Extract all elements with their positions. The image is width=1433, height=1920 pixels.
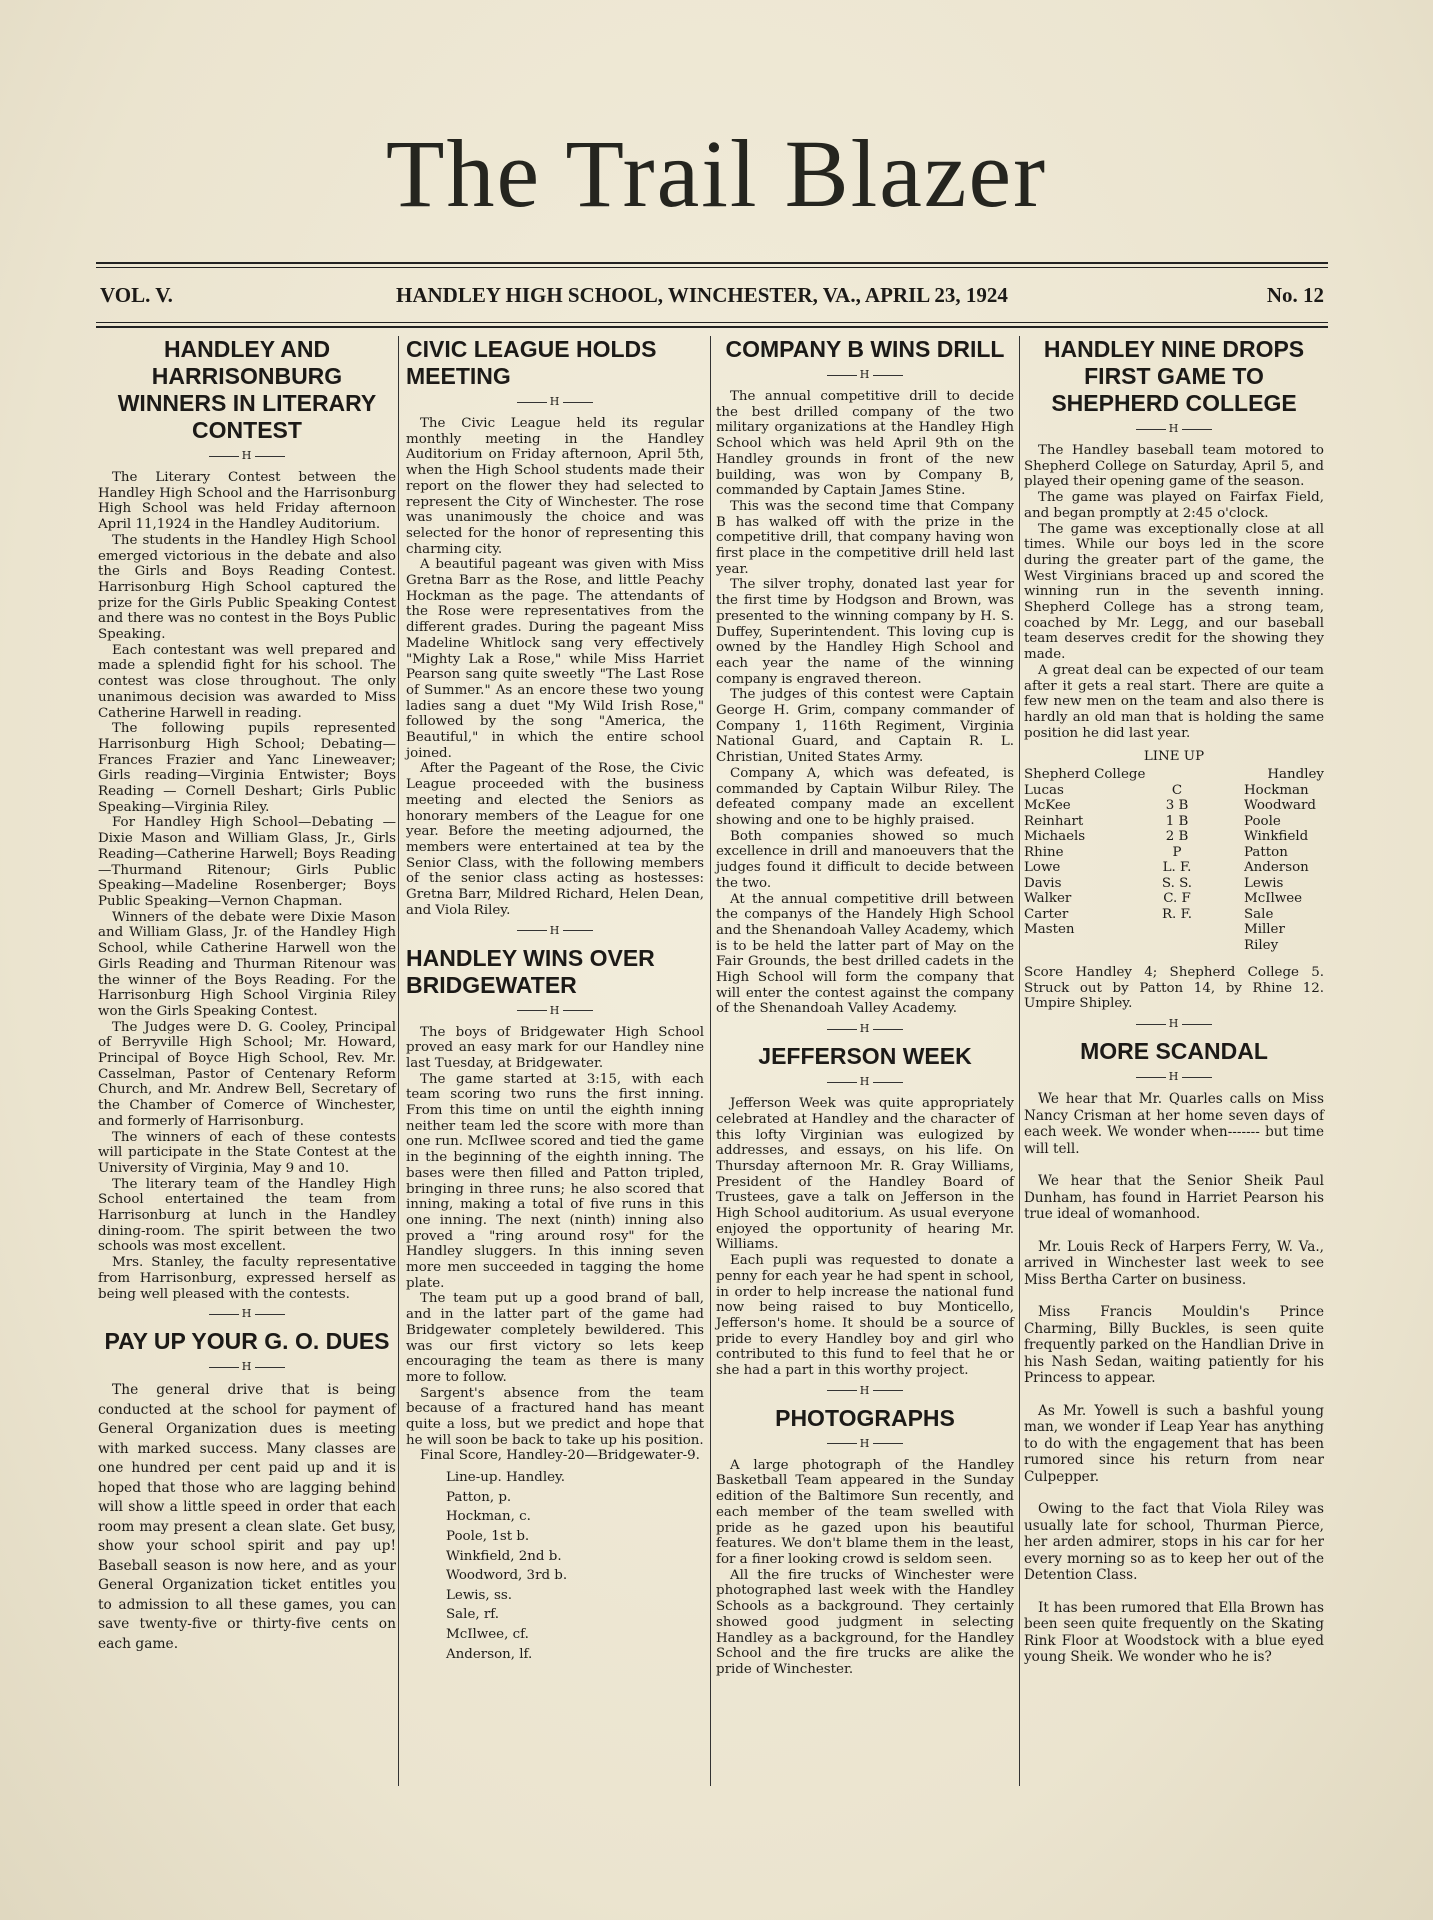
school-date-label: HANDLEY HIGH SCHOOL, WINCHESTER, VA., APRIL 23, 1924 bbox=[396, 283, 1008, 307]
lineup-player: Patton, p. bbox=[446, 1489, 512, 1505]
lineup-header-pos bbox=[1150, 767, 1204, 783]
lineup-position bbox=[1150, 938, 1204, 954]
lineup-row bbox=[1024, 938, 1324, 954]
paragraph: The boys of Bridgewater High School proved an easy mark for our Handley nine last Tuesday, at Bridgewater. bbox=[406, 1024, 704, 1071]
paragraph: Winners of the debate were Dixie Mason and William Glass, Jr. of the Handley High School, while Catherine Harwell won the Girls Reading and Thurman Ritenour was the winner of the Boys Reading. For the Harrisonburg High School Virginia Riley won the Girls Speaking Contest. bbox=[98, 909, 396, 1019]
h-ornament: H bbox=[1024, 1016, 1324, 1032]
lineup-player: Anderson, lf. bbox=[446, 1646, 533, 1662]
lineup-header-row bbox=[1024, 767, 1324, 783]
lineup-position: 3 B bbox=[1165, 798, 1189, 814]
lineup-row bbox=[1024, 845, 1324, 861]
lineup-shepherd-player: Rhine bbox=[1024, 844, 1064, 860]
lineup-player: McIlwee, cf. bbox=[446, 1626, 529, 1642]
paragraph: The game was played on Fairfax Field, and began promptly at 2:45 o'clock. bbox=[1024, 490, 1324, 521]
paragraph: The general drive that is being conducted at the school for payment of General Organization dues is meeting with marked success. Many classes are one hundred per cent paid up and it is hoped that those who are lagging behind will show a little speed in order that each room may present a clean slate. Get busy, show your school spirit and pay up! Baseball season is now here, and as your General Organization ticket entitles you to admission to all these games, you can save twenty-five or thirty-five cents on each game. bbox=[98, 1382, 396, 1652]
paragraph: The Handley baseball team motored to Shepherd College on Saturday, April 5, and played their opening game of the season. bbox=[1024, 443, 1324, 490]
headline-company-b: COMPANY B WINS DRILL bbox=[725, 336, 1005, 362]
h-ornament: H bbox=[98, 1359, 396, 1375]
lineup-row bbox=[1024, 907, 1324, 923]
paragraph: A beautiful pageant was given with Miss Gretna Barr as the Rose, and little Peachy Hockman as the page. The attendants of the Rose were representatives from the different grades. During the pageant Miss Madeline Whitlock sang very effectively "Mighty Lak a Rose," while Miss Harriet Pearson sang quite sweetly "The Last Rose of Summer." As an encore these two young ladies sang a duet "My Wild Irish Rose," followed by the song "America, the Beautiful," in which the entire school joined. bbox=[406, 557, 704, 761]
top-rule-thin bbox=[96, 267, 1328, 268]
paragraph: After the Pageant of the Rose, the Civic League proceeded with the business meeting and elected the Seniors as honorary members of the League for one year. Before the meeting adjourned, the members were entertained at tea by the Senior Class, with the following members of the senior class acting as hostesses: Gretna Barr, Mildred Richard, Helen Dean, and Viola Riley. bbox=[406, 761, 704, 918]
paragraph: For Handley High School—Debating — Dixie Mason and William Glass, Jr., Girls Reading—Catherine Harwell; Boys Reading—Thurmand Ritenour; Girls Public Speaking—Madeline Rosenberger; Boys Public Speaking—Vernon Chapman. bbox=[98, 815, 396, 909]
h-ornament: H bbox=[1024, 1069, 1324, 1085]
lineup-shepherd-player: Davis bbox=[1024, 875, 1062, 891]
h-ornament: H bbox=[716, 367, 1014, 383]
paragraph: The students in the Handley High School emerged victorious in the debate and also the Girls and Boys Reading Contest. Harrisonburg High School captured the prize for the Girls Public Speaking Contest and there was no contest in the Boys Public Speaking. bbox=[98, 532, 396, 643]
lineup-shepherd-player: Carter bbox=[1024, 906, 1069, 922]
lineup-rows bbox=[1024, 783, 1324, 954]
lineup-position: S. S. bbox=[1161, 875, 1193, 891]
lineup-player: Winkfield, 2nd b. bbox=[446, 1548, 562, 1564]
article-company-b bbox=[716, 389, 1014, 1017]
paragraph: We hear that Mr. Quarles calls on Miss Nancy Crisman at her home seven days of each week. We wonder when------- but time will tell. bbox=[1024, 1091, 1324, 1157]
paragraph: Owing to the fact that Viola Riley was usually late for school, Thurman Pierce, her arden admirer, stops in his car for her every morning so as to keep her out of the Detention Class. bbox=[1024, 1501, 1324, 1584]
lineup-position bbox=[1150, 922, 1204, 938]
issue-number: No. 12 bbox=[1266, 283, 1324, 307]
score-text: Score Handley 4; Shepherd College 5. Struck out by Patton 14, by Rhine 12. Umpire Shipley. bbox=[1024, 965, 1324, 1012]
article-jefferson-week bbox=[716, 1096, 1014, 1379]
paragraph: The literary team of the Handley High School entertained the team from Harrisonburg at lunch in the Handley dining-room. The spirit between the two schools was most excellent. bbox=[98, 1176, 396, 1255]
paragraph: It has been rumored that Ella Brown has been seen quite frequently on the Skating Rink Floor at Woodstock with a blue eyed young Sheik. We wonder who he is? bbox=[1024, 1599, 1324, 1666]
lineup-position: 2 B bbox=[1165, 829, 1189, 845]
headline-civic-league: CIVIC LEAGUE HOLDS MEETING bbox=[406, 336, 657, 389]
volume-label: VOL. V. bbox=[100, 283, 173, 307]
lineup-row bbox=[1024, 829, 1324, 845]
headline-bridgewater: HANDLEY WINS OVER BRIDGEWATER bbox=[406, 944, 655, 998]
lineup-shepherd-player: McKee bbox=[1024, 798, 1071, 814]
paragraph: We hear that the Senior Sheik Paul Dunham, has found in Harriet Pearson his true ideal of womanhood. bbox=[1024, 1173, 1324, 1223]
h-ornament: H bbox=[716, 1436, 1014, 1452]
h-ornament: H bbox=[716, 1383, 1014, 1399]
bottom-rule bbox=[96, 326, 1328, 328]
paragraph: Company A, which was defeated, is commanded by Captain Wilbur Riley. The defeated company made an excellent showing and one to be highly praised. bbox=[716, 765, 1014, 828]
h-ornament: H bbox=[406, 394, 704, 410]
h-ornament: H bbox=[406, 923, 704, 939]
lineup-handley-player: McIlwee bbox=[1244, 891, 1303, 907]
paragraph: The game was exceptionally close at all times. While our boys led in the score during the greater part of the game, the West Virginians braced up and scored the winning run in the seventh inning. Shepherd College has a strong team, coached by Mr. Legg, and our baseball team deserves credit for the showing they made. bbox=[1024, 521, 1324, 663]
paragraph: Jefferson Week was quite appropriately celebrated at Handley and the character of this lofty Virginian was eulogized by addresses, and essays, on his life. On Thursday afternoon Mr. R. Gray Williams, President of the Handley Board of Trustees, gave a talk on Jefferson in the High School auditorium. As usual everyone enjoyed the opportunity of hearing Mr. Williams. bbox=[716, 1096, 1014, 1253]
column-1 bbox=[98, 336, 396, 1654]
lineup-position: C bbox=[1171, 782, 1183, 798]
headline-shepherd-college: HANDLEY NINE DROPS FIRST GAME TO SHEPHERD COLLEGE bbox=[1043, 336, 1305, 416]
lineup-title: LINE UP bbox=[1143, 749, 1205, 765]
paragraph: The team put up a good brand of ball, and in the latter part of the game had Bridgewater completely bewildered. This was our first victory so lets keep encouraging the team as there is many more to follow. bbox=[406, 1291, 704, 1385]
lineup-position: C. F bbox=[1163, 891, 1191, 907]
lineup-header-handley: Handley bbox=[1267, 767, 1324, 783]
paragraph: Miss Francis Mouldin's Prince Charming, Billy Buckles, is seen quite frequently parked on the Handlian Drive in his Nash Sedan, waiting patiently for his Princess to appear. bbox=[1024, 1304, 1324, 1387]
lineup-row bbox=[1024, 860, 1324, 876]
headline-more-scandal: MORE SCANDAL bbox=[1080, 1038, 1268, 1065]
paragraph: Mr. Louis Reck of Harpers Ferry, W. Va., arrived in Winchester last week to see Miss Bertha Carter on business. bbox=[1024, 1238, 1324, 1288]
paragraph: The silver trophy, donated last year for the first time by Hodgson and Brown, was presented to the winning company by H. S. Duffey, Superintendent. This loving cup is owned by the Handley High School and each year the name of the winning company is engraved thereon. bbox=[716, 577, 1014, 687]
lineup-handley-player: Sale bbox=[1244, 906, 1274, 922]
h-ornament: H bbox=[716, 1074, 1014, 1090]
lineup-player: Lewis, ss. bbox=[446, 1587, 512, 1603]
paragraph: Each contestant was well prepared and made a splendid fight for his school. The contest was close throughout. The only unanimous decision was awarded to Miss Catherine Harwell in reading. bbox=[98, 642, 396, 721]
paragraph: The game started at 3:15, with each team scoring two runs the first inning. From this time on until the eighth inning neither team led the score with more than one run. McIlwee scored and tied the game in the beginning of the eighth inning. The bases were then filled and Patton tripled, bringing in three runs; he also scored that inning, making a total of five runs in this one inning. The next (ninth) inning also proved a "ring around rosy" for the Handley sluggers. In this inning seven more men succeeded in tagging the home plate. bbox=[406, 1071, 704, 1291]
lineup-player: Poole, 1st b. bbox=[446, 1528, 530, 1544]
lineup-row bbox=[1024, 922, 1324, 938]
lineup-handley-player: Woodward bbox=[1244, 798, 1316, 814]
headline-literary-contest: HANDLEY AND HARRISONBURG WINNERS IN LITERARY CONTEST bbox=[117, 336, 377, 443]
column-divider-1 bbox=[398, 336, 399, 1786]
lineup-shepherd-player: Reinhart bbox=[1024, 813, 1084, 829]
paragraph: Final Score, Handley-20—Bridgewater-9. bbox=[420, 1448, 700, 1464]
lineup-position: 1 B bbox=[1165, 813, 1189, 829]
lineup-handley-player: Patton bbox=[1244, 844, 1288, 860]
lineup-row bbox=[1024, 798, 1324, 814]
lineup-table bbox=[1024, 767, 1324, 953]
h-ornament: H bbox=[406, 1003, 704, 1019]
h-ornament: H bbox=[1024, 421, 1324, 437]
lineup-player: Woodword, 3rd b. bbox=[446, 1568, 568, 1584]
paragraph: The following pupils represented Harrisonburg High School; Debating—Frances Frazier and Yanc Lineweaver; Girls reading—Virginia Entwister; Boys Reading — Cornell Deshart; Girls Public Speaking—Virginia Riley. bbox=[98, 721, 396, 815]
lineup-handley-player: Miller bbox=[1244, 922, 1285, 938]
bottom-rule-thin bbox=[96, 322, 1328, 323]
h-ornament: H bbox=[98, 448, 396, 464]
paragraph: The judges of this contest were Captain George H. Grim, company commander of Company 1, 116th Regiment, Virginia National Guard, and Captain R. L. Christian, United States Army. bbox=[716, 687, 1014, 766]
paragraph: This was the second time that Company B has walked off with the prize in the competitive drill, that company having won first place in the competitive drill held last year. bbox=[716, 498, 1014, 577]
column-4 bbox=[1024, 336, 1324, 1682]
paragraph: At the annual competitive drill between the companys of the Handely High School and the Shenandoah Valley Academy, which is to be held the latter part of May on the Fair Grounds, the best drilled cadets in the High School will form the company that will enter the contest against the company of the Shenandoah Valley Academy. bbox=[716, 891, 1014, 1017]
lineup-shepherd-player bbox=[1024, 938, 1150, 954]
paragraph: A great deal can be expected of our team after it gets a real start. There are quite a few new men on the team and also there is hardly an old man that is holding the same position he did last year. bbox=[1024, 662, 1324, 741]
article-photographs bbox=[716, 1458, 1014, 1678]
column-3 bbox=[716, 336, 1014, 1678]
headline-photographs: PHOTOGRAPHS bbox=[775, 1404, 955, 1431]
lineup-row bbox=[1024, 814, 1324, 830]
lineup-shepherd-player: Walker bbox=[1024, 891, 1072, 907]
lineup-handley-player: Winkfield bbox=[1244, 829, 1309, 845]
paragraph: As Mr. Yowell is such a bashful young man, we wonder if Leap Year has anything to do with the engagement that has been rumored since his return from near Culpepper. bbox=[1024, 1402, 1324, 1485]
lineup-handley-player: Lewis bbox=[1244, 875, 1284, 891]
lineup-header-shepherd: Shepherd College bbox=[1024, 767, 1146, 783]
lineup-heading: Line-up. Handley. bbox=[446, 1470, 566, 1486]
lineup-row bbox=[1024, 876, 1324, 892]
h-ornament: H bbox=[98, 1306, 396, 1322]
bridgewater-lineup bbox=[446, 1468, 704, 1664]
lineup-player: Sale, rf. bbox=[446, 1607, 500, 1623]
paragraph: The Judges were D. G. Cooley, Principal of Berryville High School; Mr. Howard, Principal of Boyce High School, Rev. Mr. Casselman, Pastor of Centenary Reform Church, and Mr. Andrew Bell, Secretary of the Chamber of Comerce of Winchester, and formerly of Harrisonburg. bbox=[98, 1019, 396, 1129]
article-bridgewater bbox=[406, 1025, 704, 1465]
paragraph: Each pupli was requested to donate a penny for each year he had spent in school, in order to help increase the national fund now being raised to buy Monticello, Jefferson's home. It should be a source of pride to every Handley boy and girl who contributed to this fund to feel that he or she had a part in this worthy project. bbox=[716, 1253, 1014, 1379]
lineup-row bbox=[1024, 891, 1324, 907]
lineup-handley-player: Riley bbox=[1244, 937, 1279, 953]
lineup-row bbox=[1024, 783, 1324, 799]
paragraph: The Literary Contest between the Handley High School and the Harrisonburg High School was held Friday afternoon April 11,1924 in the Handley Auditorium. bbox=[98, 470, 396, 533]
article-shepherd-college bbox=[1024, 443, 1324, 741]
paragraph: Both companies showed so much excellence in drill and manoeuvers that the judges found it difficult to decide between the two. bbox=[716, 828, 1014, 891]
h-ornament: H bbox=[716, 1021, 1014, 1037]
article-civic-league bbox=[406, 416, 704, 919]
paragraph: The annual competitive drill to decide the best drilled company of the two military organizations at the Handley High School which was held April 9th on the Handley grounds in front of the new building, was won by Company B, commanded by Captain James Stine. bbox=[716, 389, 1014, 499]
article-literary-contest bbox=[98, 470, 396, 1302]
lineup-handley-player: Poole bbox=[1244, 813, 1281, 829]
lineup-handley-player: Anderson bbox=[1244, 860, 1309, 876]
headline-go-dues: PAY UP YOUR G. O. DUES bbox=[104, 1328, 390, 1355]
lineup-shepherd-player: Masten bbox=[1024, 922, 1075, 938]
lineup-shepherd-player: Lucas bbox=[1024, 782, 1064, 798]
paragraph: All the fire trucks of Winchester were photographed last week with the Handley Schools as a background. They certainly showed good judgment in selecting Handley as a background, for the Handley School and the fire trucks are alike the pride of Winchester. bbox=[716, 1567, 1014, 1677]
lineup-shepherd-player: Lowe bbox=[1024, 860, 1061, 876]
article-go-dues bbox=[98, 1381, 396, 1654]
column-divider-2 bbox=[710, 336, 711, 1786]
headline-jefferson-week: JEFFERSON WEEK bbox=[758, 1043, 972, 1070]
lineup-position: R. F. bbox=[1161, 906, 1193, 922]
dateline bbox=[96, 283, 1328, 315]
lineup-shepherd-player: Michaels bbox=[1024, 829, 1086, 845]
paragraph: Mrs. Stanley, the faculty representative from Harrisonburg, expressed herself as being well pleased with the contests. bbox=[98, 1255, 396, 1302]
paragraph: The winners of each of these contests will participate in the State Contest at the University of Virginia, May 9 and 10. bbox=[98, 1129, 396, 1176]
column-2 bbox=[406, 336, 704, 1664]
paragraph: Sargent's absence from the team because of a fractured hand has meant quite a loss, but we predict and hope that he will soon be back to take up his position. bbox=[406, 1385, 704, 1448]
lineup-handley-player: Hockman bbox=[1244, 782, 1309, 798]
masthead-title: The Trail Blazer bbox=[385, 120, 1048, 227]
lineup-position: L. F. bbox=[1162, 860, 1192, 876]
paragraph: The Civic League held its regular monthly meeting in the Handley Auditorium on Friday afternoon, April 5th, when the High School students made their report on the flower they had selected to represent the City of Winchester. The rose was unanimously the choice and was selected for the honor of representing this charming city. bbox=[406, 416, 704, 557]
lineup-position: P bbox=[1172, 844, 1182, 860]
article-more-scandal bbox=[1024, 1091, 1324, 1666]
lineup-player: Hockman, c. bbox=[446, 1509, 531, 1525]
top-rule bbox=[96, 262, 1328, 264]
paragraph: A large photograph of the Handley Basketball Team appeared in the Sunday edition of the Baltimore Sun recently, and each member of the team swelled with pride as he gazed upon his beautiful features. We don't blame them in the least, for a finer looking crowd is seldom seen. bbox=[716, 1457, 1014, 1567]
column-divider-3 bbox=[1019, 336, 1020, 1786]
